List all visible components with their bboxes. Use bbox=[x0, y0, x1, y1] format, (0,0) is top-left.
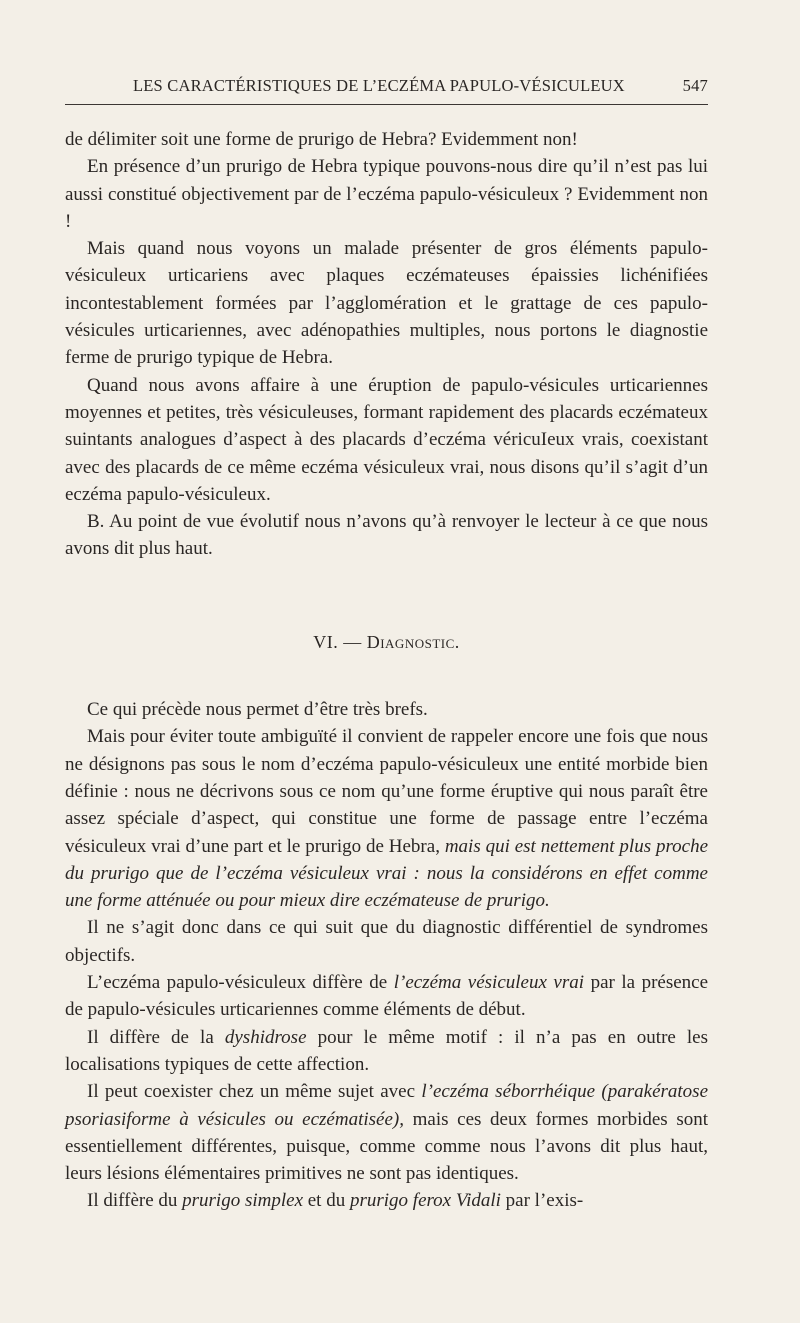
running-title: LES CARACTÉRISTIQUES DE L’ECZÉMA PAPULO-VÉSICULEUX bbox=[133, 76, 625, 95]
text-run: par l’exis- bbox=[505, 1190, 584, 1212]
paragraph: Mais quand nous voyons un malade présenter de gros éléments papulo-vésiculeux urticariens avec plaques eczémateuses épaissies lichénifiées incontestablement formées par l’agglomération et le grattage de ces papulo-vésicules urticariennes, avec adénopathies multiples, nous portons le diagnostie ferme de prurigo typique de Hebra. bbox=[65, 238, 708, 369]
paragraph: En présence d’un prurigo de Hebra typique pouvons-nous dire qu’il n’est pas lui aussi constitué objectivement par de l’eczéma papulo-vésiculeux ? Evidemment non ! bbox=[65, 156, 708, 232]
italic-text: l’eczéma séborrhéique (parakératose psoriasiforme à vésicules ou eczématisée), bbox=[65, 1081, 708, 1130]
italic-text: prurigo simplex bbox=[182, 1190, 303, 1212]
text-run: Il peut coexister chez un même sujet avec bbox=[87, 1081, 416, 1103]
paragraph: Ce qui précède nous permet d’être très brefs. bbox=[87, 699, 428, 721]
italic-text: prurigo ferox Vidali bbox=[349, 1190, 501, 1212]
paragraph bbox=[65, 723, 708, 914]
text-run: et du bbox=[307, 1190, 346, 1212]
text-run: Il diffère du bbox=[87, 1190, 178, 1212]
paragraph: B. Au point de vue évolutif nous n’avons qu’à renvoyer le lecteur à ce que nous avons dit plus haut. bbox=[65, 511, 708, 560]
section-heading bbox=[65, 629, 708, 656]
paragraph bbox=[65, 1024, 708, 1079]
paragraph: Quand nous avons affaire à une éruption de papulo-vésicules urticariennes moyennes et petites, très vésiculeuses, formant rapidement des placards eczémateux suintants analogues d’aspect à des placards d’eczéma véricuIeux vrais, coexistant avec des placards de ce même eczéma vésiculeux vrai, nous disons qu’il s’agit d’un eczéma papulo-vésiculeux. bbox=[65, 374, 708, 505]
page-number: 547 bbox=[682, 76, 708, 95]
italic-text: dyshidrose bbox=[224, 1026, 307, 1048]
page-body bbox=[65, 126, 708, 1215]
running-header bbox=[65, 76, 708, 100]
text-run: Mais pour éviter toute ambiguïté il convient de rappeler encore une fois que nous ne désignons pas sous le nom d’eczéma papulo-vésiculeux une entité morbide bien définie : nous ne décrivons sous ce nom qu’une forme éruptive qui nous paraît être assez spéciale d’aspect, qui constitue une forme de passage entre l’eczéma vésiculeux vrai d’une part et le prurigo de Hebra, bbox=[65, 726, 708, 857]
header-rule bbox=[65, 104, 708, 105]
text-run: Il diffère de la bbox=[87, 1026, 214, 1048]
italic-text: mais qui est nettement plus proche du prurigo que de l’eczéma vésiculeux vrai : nous la considérons en effet comme une forme atténuée ou pour mieux dire eczémateuse de prurigo. bbox=[65, 835, 709, 912]
text-run: pour le même motif : il n’a pas en outre les localisations typiques de cette affection. bbox=[65, 1026, 709, 1075]
italic-text: l’eczéma vésiculeux vrai bbox=[393, 972, 585, 994]
text-run: L’eczéma papulo-vésiculeux diffère de bbox=[87, 972, 388, 994]
paragraph: Il ne s’agit donc dans ce qui suit que du diagnostic différentiel de syndromes objectifs. bbox=[65, 917, 708, 966]
text-run: par la présence de papulo-vésicules urticariennes comme éléments de début. bbox=[65, 972, 709, 1021]
section-title: Diagnostic. bbox=[366, 631, 460, 652]
section-number: VI. — bbox=[313, 631, 362, 652]
paragraph bbox=[65, 969, 708, 1024]
paragraph bbox=[65, 1078, 708, 1187]
paragraph: de délimiter soit une forme de prurigo de Hebra? Evidemment non! bbox=[65, 129, 578, 150]
text-run: mais ces deux formes morbides sont essentiellement différentes, puisque, comme comme nous l’avons dit plus haut, leurs lésions élémentaires primitives ne sont pas identiques. bbox=[65, 1108, 708, 1185]
paragraph bbox=[65, 1187, 708, 1214]
